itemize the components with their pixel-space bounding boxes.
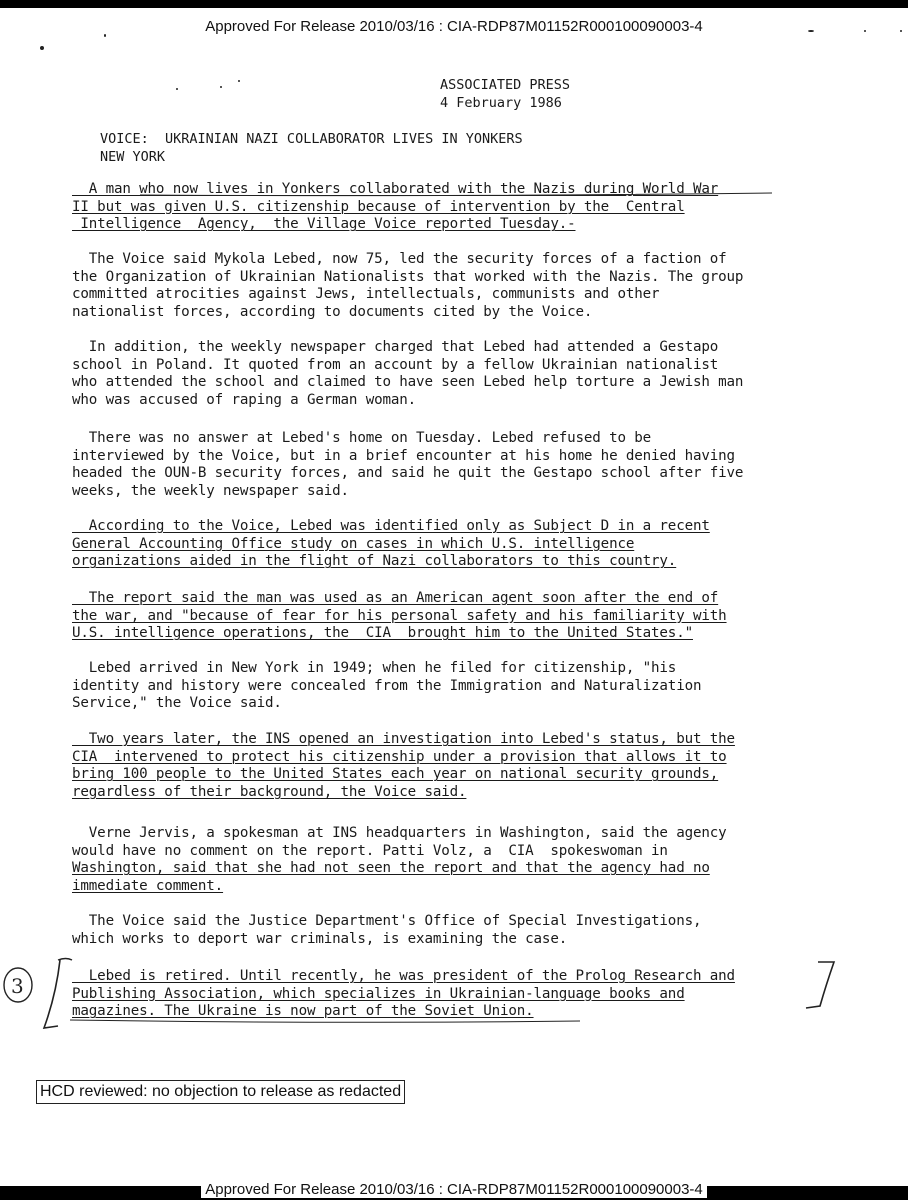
- text-line: Lebed is retired. Until recently, he was president of the Prolog Research and: [72, 968, 735, 984]
- circled-number-text: 3: [11, 974, 24, 998]
- text-line: bring 100 people to the United States each year on national security grounds,: [72, 766, 719, 783]
- text-line: A man who now lives in Yonkers collaborated with the Nazis during World War: [72, 181, 719, 197]
- text-line: magazines. The Ukraine is now part of the Soviet Union.: [72, 1003, 534, 1020]
- text-line: CIA intervened to protect his citizenship under a provision that allows it to: [72, 748, 727, 765]
- paragraph-5: [72, 518, 832, 571]
- paragraph-6: [72, 590, 832, 643]
- text-line: The Voice said the Justice Department's Office of Special Investigations,: [72, 913, 702, 929]
- text-line: identity and history were concealed from the Immigration and Naturalization: [72, 677, 702, 694]
- scan-speck: [900, 30, 902, 32]
- paragraph-10: [72, 913, 832, 948]
- text-line: U.S. intelligence operations, the CIA brought him to the United States.": [72, 625, 693, 642]
- release-header: Approved For Release 2010/03/16 : CIA-RDP87M01152R000100090003-4: [205, 18, 703, 35]
- text-line: Service," the Voice said.: [72, 695, 282, 712]
- document-date: 4 February 1986: [440, 95, 562, 111]
- text-line: weeks, the weekly newspaper said.: [72, 482, 349, 499]
- scan-speck: [220, 86, 222, 88]
- text-line: In addition, the weekly newspaper charged that Lebed had attended a Gestapo: [72, 339, 719, 355]
- paragraph-8: [72, 731, 832, 801]
- text-line: committed atrocities against Jews, intellectuals, communists and other: [72, 286, 660, 303]
- text-line: regardless of their background, the Voice said.: [72, 783, 467, 800]
- text-line: The report said the man was used as an American agent soon after the end of: [72, 590, 719, 606]
- scan-speck: [864, 30, 866, 32]
- text-line: would have no comment on the report. Patti Volz, a CIA spokeswoman in: [72, 842, 668, 859]
- scan-speck: [808, 30, 814, 32]
- text-line: immediate comment.: [72, 877, 224, 894]
- text-line: General Accounting Office study on cases in which U.S. intelligence: [72, 535, 635, 552]
- text-line: nationalist forces, according to documents cited by the Voice.: [72, 303, 593, 320]
- source-name: ASSOCIATED PRESS: [440, 77, 571, 93]
- headline: VOICE: UKRAINIAN NAZI COLLABORATOR LIVES IN YONKERS: [100, 131, 523, 147]
- left-bracket-mark: [44, 960, 60, 1028]
- text-line: interviewed by the Voice, but in a brief encounter at his home he denied having: [72, 447, 735, 464]
- text-line: who attended the school and claimed to have seen Lebed help torture a Jewish man: [72, 374, 744, 391]
- scan-speck: [40, 46, 44, 50]
- top-scan-border: [0, 0, 908, 8]
- text-line: Lebed arrived in New York in 1949; when he filed for citizenship, "his: [72, 660, 677, 676]
- paragraph-7: [72, 660, 832, 713]
- hcd-review-note: HCD reviewed: no objection to release as redacted: [36, 1080, 405, 1104]
- text-line: which works to deport war criminals, is examining the case.: [72, 930, 568, 947]
- text-line: the war, and "because of fear for his personal safety and his familiarity with: [72, 607, 727, 624]
- text-line: organizations aided in the flight of Nazi collaborators to this country.: [72, 553, 677, 570]
- text-line: II but was given U.S. citizenship because of intervention by the Central: [72, 198, 685, 215]
- text-line: school in Poland. It quoted from an account by a fellow Ukrainian nationalist: [72, 356, 719, 373]
- text-line: the Organization of Ukrainian Nationalists that worked with the Nazis. The group: [72, 268, 744, 285]
- circled-number-mark: [4, 968, 32, 1002]
- text-line: Washington, said that she had not seen the report and that the agency had no: [72, 860, 710, 877]
- release-footer-text: Approved For Release 2010/03/16 : CIA-RDP87M01152R000100090003-4: [201, 1181, 707, 1198]
- text-line: There was no answer at Lebed's home on Tuesday. Lebed refused to be: [72, 430, 652, 446]
- text-line: Publishing Association, which specializes in Ukrainian-language books and: [72, 985, 685, 1002]
- paragraph-2: [72, 251, 832, 321]
- paragraph-1: [72, 181, 832, 234]
- text-line: headed the OUN-B security forces, and said he quit the Gestapo school after five: [72, 465, 744, 482]
- text-line: According to the Voice, Lebed was identified only as Subject D in a recent: [72, 518, 710, 534]
- document-header: [440, 76, 570, 112]
- scan-speck: [104, 34, 106, 37]
- scan-speck: [238, 80, 240, 82]
- paragraph-9: [72, 825, 832, 895]
- text-line: Two years later, the INS opened an investigation into Lebed's status, but the: [72, 731, 735, 747]
- text-line: who was accused of raping a German woman.: [72, 391, 417, 408]
- paragraph-4: [72, 430, 832, 500]
- text-line: Intelligence Agency, the Village Voice reported Tuesday.-: [72, 216, 576, 233]
- scan-speck: [176, 88, 178, 90]
- text-line: The Voice said Mykola Lebed, now 75, led the security forces of a faction of: [72, 251, 727, 267]
- paragraph-3: [72, 339, 832, 409]
- paragraph-11: [72, 968, 832, 1021]
- story-title: [100, 130, 523, 166]
- left-bracket-mark: [58, 959, 72, 961]
- release-footer: [0, 1181, 908, 1198]
- text-line: Verne Jervis, a spokesman at INS headquarters in Washington, said the agency: [72, 825, 727, 841]
- dateline: NEW YORK: [100, 149, 166, 165]
